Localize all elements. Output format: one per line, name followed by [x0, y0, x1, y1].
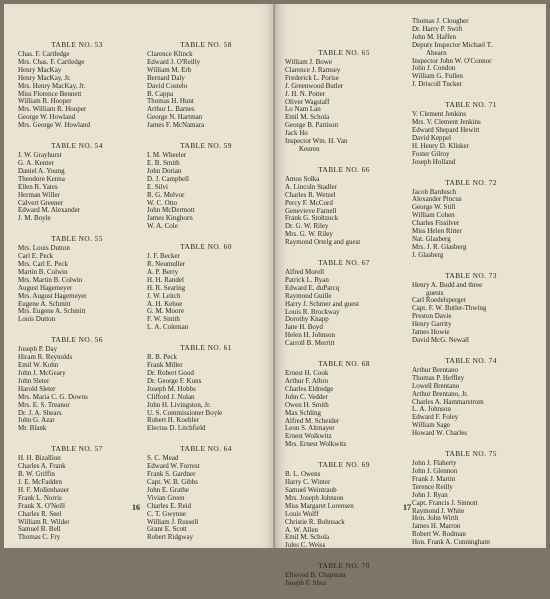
guest-name: John McDermott: [147, 206, 195, 215]
guest-name: Ernest Wolkwitz: [285, 432, 332, 441]
guest-name: Louis Wolff: [285, 509, 319, 518]
guest-list: [147, 152, 265, 231]
guest-name: Robert H. Koehler: [147, 416, 199, 425]
guest-name: Dorothy Knapp: [285, 315, 329, 324]
table-number-heading: TABLE NO. 70: [318, 561, 370, 571]
guest-name: Jules C. Weiss: [285, 541, 326, 550]
guest-name: Charles E. Reid: [147, 501, 192, 510]
seating-table: [147, 444, 265, 542]
table-number-heading: TABLE NO. 55: [51, 234, 103, 244]
guest-list: [285, 176, 403, 247]
guest-list: [18, 152, 136, 223]
seating-table: [285, 561, 403, 588]
guest-name: Howard W. Charles: [412, 429, 468, 438]
guest-name: Clarence Klinck: [147, 50, 193, 58]
guest-name: George W. Howland: [18, 113, 76, 122]
seating-table: [147, 141, 265, 231]
guest-name: John Sleter: [18, 376, 50, 385]
guest-name: Alexander Pincus: [412, 195, 462, 204]
guest-name: Clifford J. Nolan: [147, 392, 195, 401]
guest-name: Miss Helen Ritter: [412, 227, 462, 236]
guest-name: Thomas P. Heffley: [412, 373, 465, 382]
guest-name: Henry Garrity: [412, 320, 452, 329]
guest-name: A. W. Allen: [285, 525, 319, 534]
guest-name: Thomas J. Clougher: [412, 17, 469, 25]
guest-name: Ernest H. Cook: [285, 369, 329, 378]
guest-name: Daniel A. Young: [18, 166, 65, 175]
guest-name: William R. Hooper: [18, 97, 72, 106]
guest-name: Owen H. Smith: [285, 400, 329, 409]
table-number-heading: TABLE NO. 65: [318, 48, 370, 57]
guest-name: John Dorian: [147, 166, 182, 175]
guest-name: Charles A. Frank: [18, 462, 66, 471]
guest-name: B. Cappa: [147, 89, 174, 98]
guest-name: Thomas H. Hunt: [147, 97, 194, 106]
guest-name: A. P. Berry: [147, 267, 179, 276]
guest-name: Amos Solka: [285, 174, 320, 183]
left-page-column-1: [18, 40, 136, 553]
guest-name: B. L. Owens: [285, 470, 321, 479]
guest-name: Mrs. George W. Howland: [18, 121, 91, 130]
page-number: 17: [403, 503, 411, 512]
guest-name: Jane H. Boyd: [285, 323, 323, 332]
guest-name: Henry A. Budd and three: [412, 280, 483, 289]
seating-table: [285, 359, 403, 449]
seating-table: [285, 460, 403, 550]
guest-name: Electus D. Litchfield: [147, 424, 206, 433]
guest-name: Dr. Robert Good: [147, 369, 194, 377]
guest-name: Mrs. Eugene A. Schmitt: [18, 307, 86, 316]
guest-name: L. A. Johnson: [412, 405, 451, 414]
guest-name: J. Glasberg: [412, 250, 444, 259]
guest-name: Dr. George F. Kuns: [147, 376, 202, 385]
guest-name: Grant E. Scott: [147, 525, 187, 534]
guest-name: Nat. Glasberg: [412, 234, 451, 243]
table-number-heading: TABLE NO. 71: [445, 100, 497, 110]
guest-name: J. Greenwood Butler: [285, 81, 344, 90]
seating-table: [412, 18, 530, 89]
guest-name: A. H. Kehoe: [147, 299, 183, 308]
guest-name: Calvert Greener: [18, 198, 63, 207]
guest-name: William Cohen: [412, 211, 455, 220]
table-number-heading: TABLE NO. 67: [318, 258, 370, 268]
page-number: 16: [132, 503, 140, 512]
guest-name: Percy F. McCord: [285, 198, 333, 207]
guest-name: Henry MacKay: [18, 65, 62, 74]
seating-table: [412, 271, 530, 345]
guest-name: Arthur L. Barnes: [147, 105, 195, 114]
guest-name: Arthur Brentano: [412, 365, 459, 374]
guest-name: I. M. Wheeler: [147, 151, 187, 160]
guest-name: Alfred Morell: [285, 268, 325, 277]
seating-table: [18, 40, 136, 130]
guest-name: J. E. McFadden: [18, 477, 62, 486]
guest-name: John J. Ryan: [412, 490, 448, 499]
guest-name: John E. Grathe: [147, 485, 189, 494]
guest-name: J. M. Boyle: [18, 214, 51, 223]
guest-name: John J. Glennon: [412, 466, 458, 475]
guest-name: William R. Wilder: [18, 517, 70, 526]
guest-name: R. Neumuller: [147, 260, 186, 269]
guest-name: Harry C. Winter: [285, 478, 331, 487]
guest-name: Vivian Green: [147, 493, 185, 502]
guest-name: Preston Davie: [412, 312, 452, 321]
guest-name: Capt. F. W. Butler-Thwing: [412, 304, 487, 313]
guest-name: C. T. Gwynne: [147, 509, 187, 518]
guest-name: August Hagemeyer: [18, 283, 73, 292]
table-number-heading: TABLE NO. 54: [51, 141, 103, 151]
guest-name: Edward F. Foley: [412, 413, 459, 422]
seating-table: [285, 165, 403, 247]
table-number-heading: TABLE NO. 72: [445, 177, 497, 187]
guest-name: H. H. Randel: [147, 275, 184, 284]
guest-list: [285, 471, 403, 550]
guest-name: Dr. Harry P. Swift: [412, 24, 463, 33]
seating-table: [412, 178, 530, 260]
guest-name: Lowell Brentano: [412, 381, 460, 390]
guest-name: Ahearn: [426, 48, 447, 57]
guest-name: Harold Sleter: [18, 384, 56, 393]
guest-name: Frederick L. Porise: [285, 73, 339, 82]
guest-name: Joseph M. Hobbs: [147, 384, 196, 393]
guest-name: David Keppel: [412, 133, 452, 142]
guest-name: John H. Livingston, Jr.: [147, 400, 211, 409]
guest-name: Arthur F. Albro: [285, 377, 329, 385]
guest-name: D. J. Campbell: [147, 174, 189, 183]
guest-name: Samuel Weintraub: [285, 485, 337, 494]
guest-list: [18, 51, 136, 130]
guest-list: [285, 370, 403, 449]
guest-name: Jack Ho: [285, 129, 308, 138]
guest-name: Charles Eldredge: [285, 384, 334, 393]
guest-name: Mrs. Maria C. G. Downs: [18, 392, 88, 401]
guest-name: Frank Miller: [147, 361, 183, 370]
guest-list: [412, 189, 530, 260]
table-number-heading: TABLE NO. 69: [318, 460, 370, 470]
guest-name: E. B. Smith: [147, 158, 180, 167]
table-number-heading: TABLE NO. 58: [180, 40, 232, 49]
guest-name: Leon S. Altmayer: [285, 424, 335, 433]
guest-name: Lo Nam Lan: [285, 105, 321, 114]
guest-name: Mrs. G. W. Riley: [285, 230, 333, 239]
guest-name: Alfred M. Scheider: [285, 416, 340, 425]
guest-name: Henry MacKay, Jr.: [18, 73, 71, 82]
guest-name: Jacob Bardusch: [412, 187, 457, 196]
guest-list: [147, 455, 265, 542]
table-number-heading: TABLE NO. 60: [180, 242, 232, 252]
guest-name: V. Clement Jenkins: [412, 110, 467, 119]
guest-list: [412, 18, 530, 89]
guest-name: Joseph P. Day: [18, 345, 58, 354]
guest-name: Joseph Holland: [412, 157, 456, 166]
table-number-heading: TABLE NO. 61: [180, 343, 232, 353]
guest-name: Ellwood B. Chapman: [285, 571, 346, 580]
guest-name: Emil W. Kohn: [18, 361, 59, 370]
guest-name: George W. Still: [412, 203, 456, 212]
guest-name: James Kinghorn: [147, 214, 193, 223]
guest-name: guests: [426, 288, 444, 297]
guest-name: H. F. Mollenhauer: [18, 485, 70, 494]
guest-name: Joseph F. Shea: [285, 579, 327, 588]
guest-name: Edward J. O'Reilly: [147, 57, 201, 66]
table-number-heading: TABLE NO. 56: [51, 335, 103, 345]
guest-name: Carl Roedelsperger: [412, 296, 467, 305]
guest-name: William G. Fullen: [412, 72, 463, 81]
seating-table: [18, 444, 136, 542]
guest-name: Patrick L. Ryan: [285, 275, 329, 284]
guest-name: Clarence J. Ramsey: [285, 65, 341, 74]
seating-table: [147, 242, 265, 332]
table-number-heading: TABLE NO. 68: [318, 359, 370, 369]
guest-name: B. W. Griffin: [18, 470, 55, 479]
guest-name: Edward E. duParcq: [285, 283, 340, 292]
table-number-heading: TABLE NO. 66: [318, 164, 370, 174]
guest-name: Inspector Wm. H. Van: [285, 137, 348, 146]
guest-name: Mrs. Ernest Wolkwitz: [285, 440, 347, 449]
seating-table: [18, 141, 136, 223]
guest-name: Hon. John Wirth: [412, 514, 459, 523]
guest-name: J. W. Grayhurst: [18, 151, 62, 160]
guest-name: Charles R. Seel: [18, 509, 62, 518]
guest-name: Charles R. Wetzel: [285, 190, 336, 199]
guest-name: Arthur Brentano, Jr.: [412, 389, 468, 398]
guest-name: Inspector John W. O'Connor: [412, 56, 492, 65]
guest-name: Miss Florence Bennett: [18, 89, 82, 98]
guest-name: Frank J. Martin: [412, 474, 456, 483]
guest-name: James Howie: [412, 328, 450, 337]
guest-name: Mrs. Joseph Johnson: [285, 493, 344, 502]
guest-name: Robert W. Rodman: [412, 530, 466, 539]
guest-name: James H. Marron: [412, 522, 461, 531]
guest-name: Bernard Daly: [147, 73, 185, 82]
seating-table: [412, 100, 530, 166]
guest-name: Carl E. Peck: [18, 252, 54, 261]
guest-name: Carroll B. Merritt: [285, 339, 335, 348]
guest-name: G. A. Kenter: [18, 158, 54, 167]
table-number-heading: TABLE NO. 53: [51, 40, 103, 49]
guest-name: William M. Erb: [147, 65, 192, 74]
guest-name: Herman Willer: [18, 190, 60, 199]
guest-name: Mrs. Louis Dutton: [18, 244, 70, 253]
guest-name: A. Lincoln Stadler: [285, 182, 337, 191]
guest-name: R. B. Peck: [147, 353, 177, 362]
left-page: [4, 4, 275, 548]
table-number-heading: TABLE NO. 64: [180, 444, 232, 454]
guest-name: Dr. G. W. Riley: [285, 222, 329, 231]
right-page: [275, 4, 546, 588]
guest-name: Oliver Wagstaff: [285, 97, 330, 106]
table-number-heading: TABLE NO. 73: [445, 270, 497, 280]
guest-name: F. W. Smith: [147, 315, 180, 324]
guest-name: Mrs. J. R. Glasberg: [412, 242, 467, 251]
guest-name: Foster Gilroy: [412, 149, 450, 158]
guest-name: Eugene A. Schmitt: [18, 299, 71, 308]
guest-name: George B. Pattison: [285, 121, 338, 130]
guest-name: Terence Reilly: [412, 482, 453, 491]
guest-list: [18, 245, 136, 324]
seating-table: [147, 40, 265, 130]
guest-name: Louis Dutton: [18, 315, 56, 324]
guest-name: Edward W. Forrest: [147, 462, 200, 471]
guest-name: Deputy Inspector Michael T.: [412, 40, 493, 49]
guest-list: [285, 59, 403, 154]
guest-name: E. Silvi: [147, 182, 169, 191]
guest-list: [412, 111, 530, 166]
guest-name: William J. Bowe: [285, 58, 332, 66]
guest-name: Mrs. Carl E. Peck: [18, 260, 68, 269]
guest-name: Keuren: [299, 144, 320, 153]
right-page-column-2: [412, 18, 530, 558]
guest-name: J. H. N. Potter: [285, 89, 326, 98]
guest-name: John G. Azar: [18, 416, 55, 425]
guest-name: Theodore Kenna: [18, 174, 65, 183]
guest-name: Mrs. William R. Hooper: [18, 105, 87, 114]
guest-name: W. C. Otto: [147, 198, 178, 207]
seating-table: [285, 258, 403, 348]
guest-name: William J. Russell: [147, 517, 199, 526]
guest-name: U. S. Commissioner Boyle: [147, 408, 223, 417]
guest-name: H. R. Searing: [147, 283, 186, 292]
guest-name: Raymond Guille: [285, 291, 332, 300]
guest-list: [147, 253, 265, 332]
guest-name: W. A. Cole: [147, 222, 178, 231]
seating-table: [412, 449, 530, 547]
guest-name: J. F. Becker: [147, 252, 180, 261]
table-number-heading: TABLE NO. 57: [51, 444, 103, 454]
guest-list: [18, 455, 136, 542]
guest-name: John J. McGeary: [18, 369, 66, 377]
guest-name: Mrs. August Hagemeyer: [18, 291, 87, 300]
guest-name: Charles Fissilver: [412, 219, 460, 228]
guest-list: [285, 572, 403, 588]
guest-name: L. A. Coleman: [147, 323, 189, 332]
guest-list: [412, 367, 530, 438]
guest-name: Raymond Ortelg and guest: [285, 238, 361, 247]
guest-name: Hiram R. Reynolds: [18, 353, 73, 362]
guest-name: Mrs. Martin B. Colwin: [18, 275, 83, 284]
guest-list: [147, 51, 265, 130]
guest-name: R. G. Melvor: [147, 190, 185, 199]
guest-name: Mr. Blank: [18, 424, 47, 433]
guest-list: [412, 460, 530, 547]
guest-name: Capt. W. B. Gibbs: [147, 477, 198, 486]
guest-name: Dr. J. A. Shears: [18, 408, 62, 417]
guest-name: Max Schling: [285, 408, 321, 417]
seating-table: [18, 234, 136, 324]
right-page-column-1: [285, 48, 403, 599]
guest-name: Emil M. Schola: [285, 113, 330, 122]
guest-name: Harry J. Schmer and guest: [285, 299, 360, 308]
left-page-column-2: [147, 40, 265, 553]
guest-name: Genevieve Farnell: [285, 206, 337, 215]
guest-name: John J. Condon: [412, 64, 456, 73]
guest-name: Chas. F. Cartledge: [18, 50, 70, 58]
guest-name: Frank S. Gardner: [147, 470, 196, 479]
guest-name: Ellen R. Yates: [18, 182, 58, 191]
guest-name: Helen H. Johnson: [285, 331, 335, 340]
guest-name: G. M. Moore: [147, 307, 184, 316]
table-number-heading: TABLE NO. 74: [445, 355, 497, 365]
guest-list: [412, 282, 530, 345]
table-number-heading: TABLE NO. 59: [180, 141, 232, 151]
seating-table: [147, 343, 265, 433]
guest-name: Charles A. Hammarstrom: [412, 397, 484, 406]
table-number-heading: TABLE NO. 75: [445, 449, 497, 459]
guest-name: J. Driscoll Tucker: [412, 80, 462, 89]
guest-list: [147, 354, 265, 433]
guest-name: Mrs. Henry MacKay, Jr.: [18, 81, 86, 90]
guest-name: Robert Ridgway: [147, 533, 194, 542]
guest-name: Martin B. Colwin: [18, 267, 68, 276]
guest-name: John C. Vedder: [285, 392, 328, 401]
guest-name: Mrs. V. Clement Jenkins: [412, 118, 481, 127]
guest-name: George N. Hartman: [147, 113, 203, 122]
guest-name: Christie R. Bohnsack: [285, 517, 345, 526]
guest-name: Frank G. Stoltzuck: [285, 214, 339, 223]
seating-table: [285, 48, 403, 154]
seating-table: [412, 356, 530, 438]
guest-name: H. Henry D. Klisker: [412, 141, 469, 150]
guest-name: Frank X. O'Neill: [18, 501, 65, 510]
guest-name: Raymond J. White: [412, 506, 465, 515]
guest-name: John M. Haffen: [412, 32, 457, 41]
guest-name: William Sage: [412, 421, 451, 430]
guest-name: David McG. Newall: [412, 336, 469, 344]
guest-name: S. C. Mead: [147, 454, 179, 463]
guest-name: H. H. Bizallion: [18, 454, 61, 463]
guest-name: Mrs. E. S. Treanor: [18, 400, 70, 409]
guest-name: Miss Margaret Lorensen: [285, 501, 354, 510]
guest-name: Frank L. Norris: [18, 493, 62, 502]
guest-name: Mrs. Chas. F. Cartledge: [18, 57, 85, 66]
guest-name: Samuel B. Bell: [18, 525, 61, 534]
guest-name: John J. Flaherty: [412, 459, 457, 468]
guest-name: Edward M. Alexander: [18, 206, 81, 215]
guest-list: [18, 346, 136, 433]
guest-list: [285, 269, 403, 348]
guest-name: Emil M. Schola: [285, 533, 330, 542]
guest-name: Hon. Frank A. Cunningham: [412, 538, 490, 547]
guest-name: Thomas C. Fry: [18, 533, 61, 542]
guest-name: Louis R. Brockway: [285, 307, 340, 316]
guest-name: James F. McNamara: [147, 121, 205, 130]
guest-name: Capt. Francis J. Sinnott: [412, 498, 478, 507]
guest-name: David Costelo: [147, 81, 188, 90]
seating-table: [18, 335, 136, 433]
guest-name: J. W. Leitch: [147, 291, 181, 300]
guest-name: Edward Shepard Hewitt: [412, 125, 480, 134]
